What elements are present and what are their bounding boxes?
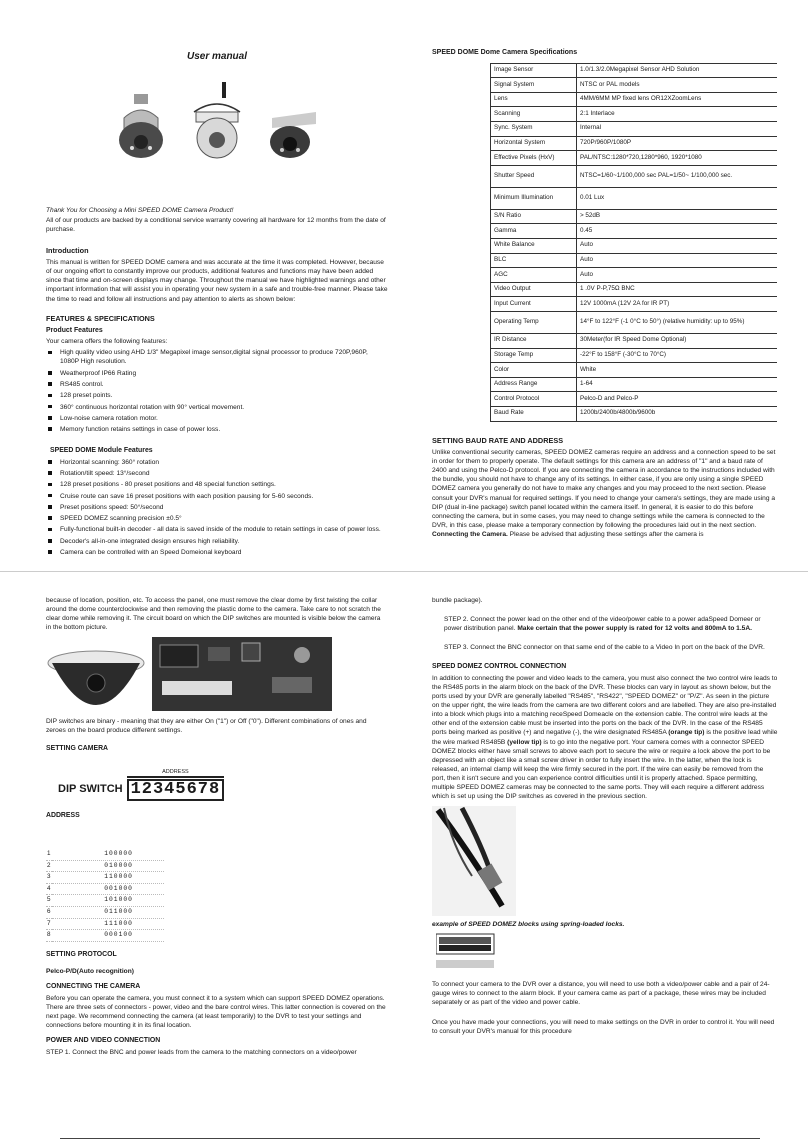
list-item: Rotation/tilt speed: 13°/second bbox=[46, 469, 388, 478]
connecting-heading: CONNECTING THE CAMERA bbox=[46, 983, 141, 991]
spec-key-cell: IR Distance bbox=[491, 333, 577, 348]
spec-key-cell: Sync. System bbox=[491, 122, 577, 137]
list-item: Cruise route can save 16 preset positions with each position pausing for 5-60 seconds. bbox=[46, 492, 388, 501]
list-item: Camera can be controlled with an Speed Domeional keyboard bbox=[46, 548, 388, 557]
spec-table bbox=[490, 63, 777, 422]
spec-key-cell: S/N Ratio bbox=[491, 209, 577, 224]
final-text: Once you have made your connections, you will need to make settings on the DVR in order to control it. You will need to consult your DVR's manual for this procedure bbox=[432, 1018, 775, 1035]
list-item: High quality video using AHD 1/3" Megapixel image sensor,digital signal processor to produce 720P,960P, 1080P High resolution. bbox=[46, 348, 388, 366]
features-lead: Your camera offers the following features: bbox=[46, 338, 168, 346]
warranty-text: All of our products are backed by a conditional service warranty covering all hardware for 12 months from the date of purchase. bbox=[46, 216, 386, 233]
table-row bbox=[46, 895, 164, 907]
address-number-cell: 7 bbox=[46, 918, 52, 930]
table-row bbox=[491, 63, 778, 78]
table-row bbox=[46, 849, 164, 861]
protocol-value: Pelco-P/D(Auto recognition) bbox=[46, 968, 134, 976]
address-number-cell: 1 bbox=[46, 849, 52, 861]
spec-key-cell: Storage Temp bbox=[491, 348, 577, 363]
address-number-cell: 2 bbox=[46, 860, 52, 872]
dome-access-text: because of location, position, etc. To access the panel, one must remove the clear dome by first twisting the collar around the dome counterclockwise and then removing the plastic dome to the camera. Take care to not scratch the clear dome while removing it. The circuit board on which the DIP switches are mounted is visible below the camera in the bottom picture. bbox=[46, 597, 381, 632]
list-item: Low-noise camera rotation motor. bbox=[46, 414, 388, 423]
footer-line bbox=[60, 1138, 760, 1139]
list-item: 128 preset points. bbox=[46, 391, 388, 400]
spec-value-cell: 2:1 Interlace bbox=[577, 107, 778, 122]
baud-heading: SETTING BAUD RATE AND ADDRESS bbox=[432, 435, 564, 445]
address-bits-cell: 111000 bbox=[52, 918, 164, 930]
intro-text: This manual is written for SPEED DOME camera and was accurate at the time it was completed. However, because of our ongoing effort to constantly improve our products, additional features and functions may have been added since that time and on-screen displays may change. Throughout the manual we have highlighted warnings and other important information that will assist you in operating your new system in a safe and trouble-free manner. Please take the time to read and follow all instructions and pay attention to alerts as shown below: bbox=[46, 259, 388, 303]
power-video-heading: POWER AND VIDEO CONNECTION bbox=[46, 1037, 161, 1045]
list-item: SPEED DOMEZ scanning precision ±0.5° bbox=[46, 514, 388, 523]
table-row bbox=[491, 282, 778, 297]
setting-camera-heading: SETTING CAMERA bbox=[46, 744, 109, 752]
table-row bbox=[491, 348, 778, 363]
spec-value-cell: 12V 1000mA (12V 2A for IR PT) bbox=[577, 297, 778, 312]
dip-switch-label: DIP SWITCH bbox=[58, 782, 123, 795]
list-item: RS485 control. bbox=[46, 380, 388, 389]
spec-value-cell: 0.45 bbox=[577, 224, 778, 239]
address-number-cell: 4 bbox=[46, 883, 52, 895]
table-row bbox=[46, 907, 164, 919]
spec-key-cell: Scanning bbox=[491, 107, 577, 122]
quadrant-bottom-left bbox=[46, 596, 386, 1116]
connecting-text: Before you can operate the camera, you must connect it to a system which can support SPEED DOMEZ operations. There are three sets of connectors - power, video and the bare control wires. This latter connection is covered on the next page. We recommend connecting the camera (at least temporarily) to the DVR to test your settings and connections before mounting it in its final location. bbox=[46, 994, 386, 1030]
step-3: STEP 3. Connect the BNC connector on that same end of the cable to a Video In port on the back of the DVR. bbox=[444, 644, 765, 652]
spec-key-cell: Baud Rate bbox=[491, 406, 577, 421]
spec-key-cell: Horizontal System bbox=[491, 136, 577, 151]
table-row bbox=[46, 872, 164, 884]
spec-key-cell: AGC bbox=[491, 268, 577, 283]
camera-photo-icon bbox=[262, 102, 324, 164]
step-2 bbox=[432, 615, 778, 633]
address-number-cell: 6 bbox=[46, 907, 52, 919]
address-bits-cell: 001000 bbox=[52, 883, 164, 895]
spec-value-cell: Pelco-D and Pelco-P bbox=[577, 392, 778, 407]
table-row bbox=[491, 333, 778, 348]
table-row bbox=[491, 209, 778, 224]
quadrant-bottom-right bbox=[432, 596, 778, 1116]
table-row bbox=[491, 92, 778, 107]
table-row bbox=[46, 883, 164, 895]
spec-key-cell: Input Current bbox=[491, 297, 577, 312]
spec-value-cell: 30Meter(for IR Speed Dome Optional) bbox=[577, 333, 778, 348]
power-warning: Make certain that the power supply is rated for 12 volts and 800mA to 1.5A. bbox=[517, 625, 752, 633]
address-number-cell: 8 bbox=[46, 930, 52, 942]
list-item: 360° continuous horizontal rotation with 90° vertical movement. bbox=[46, 403, 388, 412]
cable-photo-icon bbox=[432, 806, 516, 916]
table-row bbox=[491, 136, 778, 151]
product-features-heading: Product Features bbox=[46, 326, 103, 334]
spec-value-cell: Auto bbox=[577, 268, 778, 283]
table-row bbox=[491, 165, 778, 187]
connecting-link: Connecting the Camera. bbox=[432, 531, 508, 539]
manual-title: User manual bbox=[186, 51, 248, 62]
bundle-text: bundle package). bbox=[432, 597, 483, 604]
table-row bbox=[491, 151, 778, 166]
table-row bbox=[491, 406, 778, 421]
dip-switch-diagram bbox=[58, 761, 386, 801]
quadrant-top-left bbox=[46, 48, 388, 568]
list-item: 128 preset positions - 80 preset positions and 48 special function settings. bbox=[46, 480, 388, 489]
spec-key-cell: Image Sensor bbox=[491, 63, 577, 78]
camera-photo-icon bbox=[186, 82, 248, 164]
circuit-board-photo-icon bbox=[152, 637, 332, 711]
spec-value-cell: 720P/960P/1080P bbox=[577, 136, 778, 151]
spec-key-cell: Address Range bbox=[491, 377, 577, 392]
dome-photo-icon bbox=[46, 637, 146, 711]
spec-value-cell: 4MM/6MM MP fixed lens OR12XZoomLens bbox=[577, 92, 778, 107]
spec-value-cell: NTSC or PAL models bbox=[577, 78, 778, 93]
spec-key-cell: Minimum Illumination bbox=[491, 187, 577, 209]
terminal-block-photo-icon bbox=[436, 932, 498, 972]
address-bits-cell: 000100 bbox=[52, 930, 164, 942]
table-row bbox=[46, 860, 164, 872]
table-row bbox=[491, 363, 778, 378]
dip-switch-figure bbox=[127, 769, 225, 802]
list-item: Decoder's all-in-one integrated design ensures high reliability. bbox=[46, 537, 388, 546]
protocol-heading: SETTING PROTOCOL bbox=[46, 950, 117, 958]
table-row bbox=[491, 311, 778, 333]
table-row bbox=[491, 253, 778, 268]
example-caption: example of SPEED DOMEZ blocks using spring-loaded locks. bbox=[432, 921, 625, 929]
control-text-b: is the positive lead while the wire marked RS485B bbox=[432, 729, 778, 746]
address-bits-cell: 011000 bbox=[52, 907, 164, 919]
list-item: Preset positions speed: 50°/second bbox=[46, 503, 388, 512]
spec-key-cell: Signal System bbox=[491, 78, 577, 93]
spec-key-cell: BLC bbox=[491, 253, 577, 268]
baud-text-2 bbox=[432, 494, 777, 539]
spec-value-cell: 1200b/2400b/4800b/9600b bbox=[577, 406, 778, 421]
table-row bbox=[491, 187, 778, 209]
spec-key-cell: Effective Pixels (HxV) bbox=[491, 151, 577, 166]
distance-text: To connect your camera to the DVR over a distance, you will need to use both a video/power cable and a pair of 24-gauge wires to connect to the alarm block. If your camera came as part of a package, these wires may be included separately or as part of the video and power cable. bbox=[432, 981, 770, 1007]
module-features-list bbox=[46, 458, 388, 557]
list-item: Memory function retains settings in case of power loss. bbox=[46, 425, 388, 434]
spec-value-cell: Auto bbox=[577, 239, 778, 254]
address-bits-cell: 110000 bbox=[52, 872, 164, 884]
dip-switch-numbers: 12345678 bbox=[127, 779, 225, 801]
spec-key-cell: White Balance bbox=[491, 239, 577, 254]
module-features-heading: SPEED DOME Module Features bbox=[50, 447, 153, 455]
list-item: Fully-functional built-in decoder - all data is saved inside of the module to retain settings in case of power loss. bbox=[46, 525, 388, 534]
dip-address-label: ADDRESS bbox=[127, 769, 225, 779]
step-1: STEP 1. Connect the BNC and power leads from the camera to the matching connectors on a video/power bbox=[46, 1048, 357, 1056]
baud-text-1: Unlike conventional security cameras, SPEED DOMEZ cameras require an address and a connection speed to be set in order for them to properly operate. The default settings for this camera are an address of "1" and a baud rate of 2400 and using the Pelco-D protocol. If you are connecting the camera in accordance to the instructions included with the bundle, you should not have to change any of its settings. In either case, if you are only using a single SPEED DOMEZ camera you generally do not have to make any changes and you may proceed to the next section. Please bbox=[432, 448, 776, 492]
spec-title: SPEED DOME Dome Camera Specifications bbox=[432, 49, 578, 56]
spec-key-cell: Control Protocol bbox=[491, 392, 577, 407]
spec-value-cell: Auto bbox=[577, 253, 778, 268]
features-heading: FEATURES & SPECIFICATIONS bbox=[46, 313, 155, 323]
list-item: Horizontal scanning: 360° rotation bbox=[46, 458, 388, 467]
spec-value-cell: PAL/NTSC:1280*720,1280*960, 1920*1080 bbox=[577, 151, 778, 166]
dip-photos bbox=[46, 637, 386, 711]
control-text bbox=[432, 674, 778, 801]
spec-value-cell: 1-64 bbox=[577, 377, 778, 392]
dip-text: DIP switches are binary - meaning that they are either On ("1") or Off ("0"). Different combinations of ones and zeroes on the board produce different settings. bbox=[46, 718, 367, 735]
table-row bbox=[491, 297, 778, 312]
spec-key-cell: Operating Temp bbox=[491, 311, 577, 333]
table-row bbox=[491, 268, 778, 283]
features-list bbox=[46, 348, 388, 434]
spec-value-cell: > 52dB bbox=[577, 209, 778, 224]
spec-value-cell: 14°F to 122°F (-1 0°C to 50°) (relative humidity: up to 95%) bbox=[577, 311, 778, 333]
spec-value-cell: -22°F to 158°F (-30°C to 70°C) bbox=[577, 348, 778, 363]
address-bits-cell: 100000 bbox=[52, 849, 164, 861]
camera-photos bbox=[46, 64, 388, 164]
intro-heading: Introduction bbox=[46, 246, 89, 256]
address-table bbox=[46, 849, 164, 942]
control-text-a: In addition to connecting the power and video leads to the camera, you must also connect the two control wire leads to the RS485 ports in the alarm block on the back of the DVR. These blocks can vary in layout as shown below, but the ports used by your DVR are generally labelled "RS485", "RS422", "SPEED DOMEZ" or "P/Z". As seen in the picture on the upper right, the wire leads from the camera are two different colors and are labelled. They are also pre-installed into a block which plugs into a matching receSpeed Domeacle on the extension cable. The control wire leads at the other end of the extension cable must be inserted into the ports on the back of the DVR. In the case of the RS485 ports being marked as positive (+) and negative (-), the wire designated RS485A bbox=[432, 674, 778, 737]
table-row bbox=[491, 377, 778, 392]
spec-key-cell: Shutter Speed bbox=[491, 165, 577, 187]
address-bits-cell: 010000 bbox=[52, 860, 164, 872]
orange-tip-label: (orange tip) bbox=[668, 729, 705, 737]
spec-key-cell: Color bbox=[491, 363, 577, 378]
table-row bbox=[491, 224, 778, 239]
table-row bbox=[491, 392, 778, 407]
address-heading: ADDRESS bbox=[46, 812, 80, 820]
table-row bbox=[491, 78, 778, 93]
spec-key-cell: Lens bbox=[491, 92, 577, 107]
address-bits-cell: 101000 bbox=[52, 895, 164, 907]
spec-value-cell: Internal bbox=[577, 122, 778, 137]
list-item: Weatherproof IP66 Rating bbox=[46, 369, 388, 378]
spec-value-cell: 0.01 Lux bbox=[577, 187, 778, 209]
table-row bbox=[46, 918, 164, 930]
control-heading: SPEED DOMEZ CONTROL CONNECTION bbox=[432, 663, 567, 671]
step-2-text: STEP 2. Connect the power lead on the other end of the video/power cable to a power adaSpeed Domeer or power distribution panel. bbox=[444, 616, 761, 633]
camera-photo-icon bbox=[110, 92, 172, 164]
spec-value-cell: NTSC=1/60~1/100,000 sec PAL=1/50~ 1/100,000 sec. bbox=[577, 165, 778, 187]
spec-value-cell: White bbox=[577, 363, 778, 378]
table-row bbox=[491, 107, 778, 122]
thanks-line: Thank You for Choosing a Mini SPEED DOME Camera Product! bbox=[46, 206, 234, 214]
baud-text-2a: consult your DVR's manual for required settings. If you need to change your camera's settings, they are made using a DIP (dual in-line package) switch panel located within the camera itself. In general, it is easier to do this before connecting the camera, but in some cases, you may need to change settings while the camera is connected to the DVR, in this case, please make a temporary connection by following the procedures laid out in the next section. bbox=[432, 495, 776, 530]
yellow-tip-label: (yellow tip) bbox=[507, 738, 542, 746]
table-row bbox=[491, 122, 778, 137]
quadrant-top-right bbox=[432, 48, 777, 570]
address-number-cell: 5 bbox=[46, 895, 52, 907]
baud-text-2c: Please be advised that adjusting these settings after the camera is bbox=[507, 531, 704, 539]
spec-key-cell: Video Output bbox=[491, 282, 577, 297]
control-text-c: is to go into the negative port. Your camera comes with a connector SPEED DOMEZ blocks either have small screws to above each port to secure the wire or require a lock above the port to be depressed with an object like a small screw driver in order to fully insert the wire. In the latter, when the lock is released, an internal clamp will keep the wire firmly secured in the port. If the wire can easily be removed from the port, then it isn't secure and you can experience control difficulties until it is properly attached. Space permitting, multiple SPEED DOMEZ cameras may be connected to the same ports. They will each require a different address which is set up using the DIP switches as covered in the previous section. bbox=[432, 738, 771, 801]
table-row bbox=[46, 930, 164, 942]
table-row bbox=[491, 239, 778, 254]
spec-value-cell: 1 .0V P-P,75Ω BNC bbox=[577, 282, 778, 297]
divider-line bbox=[0, 571, 808, 572]
spec-value-cell: 1.0/1.3/2.0Megapixel Sensor AHD Solution bbox=[577, 63, 778, 78]
address-number-cell: 3 bbox=[46, 872, 52, 884]
spec-key-cell: Gamma bbox=[491, 224, 577, 239]
